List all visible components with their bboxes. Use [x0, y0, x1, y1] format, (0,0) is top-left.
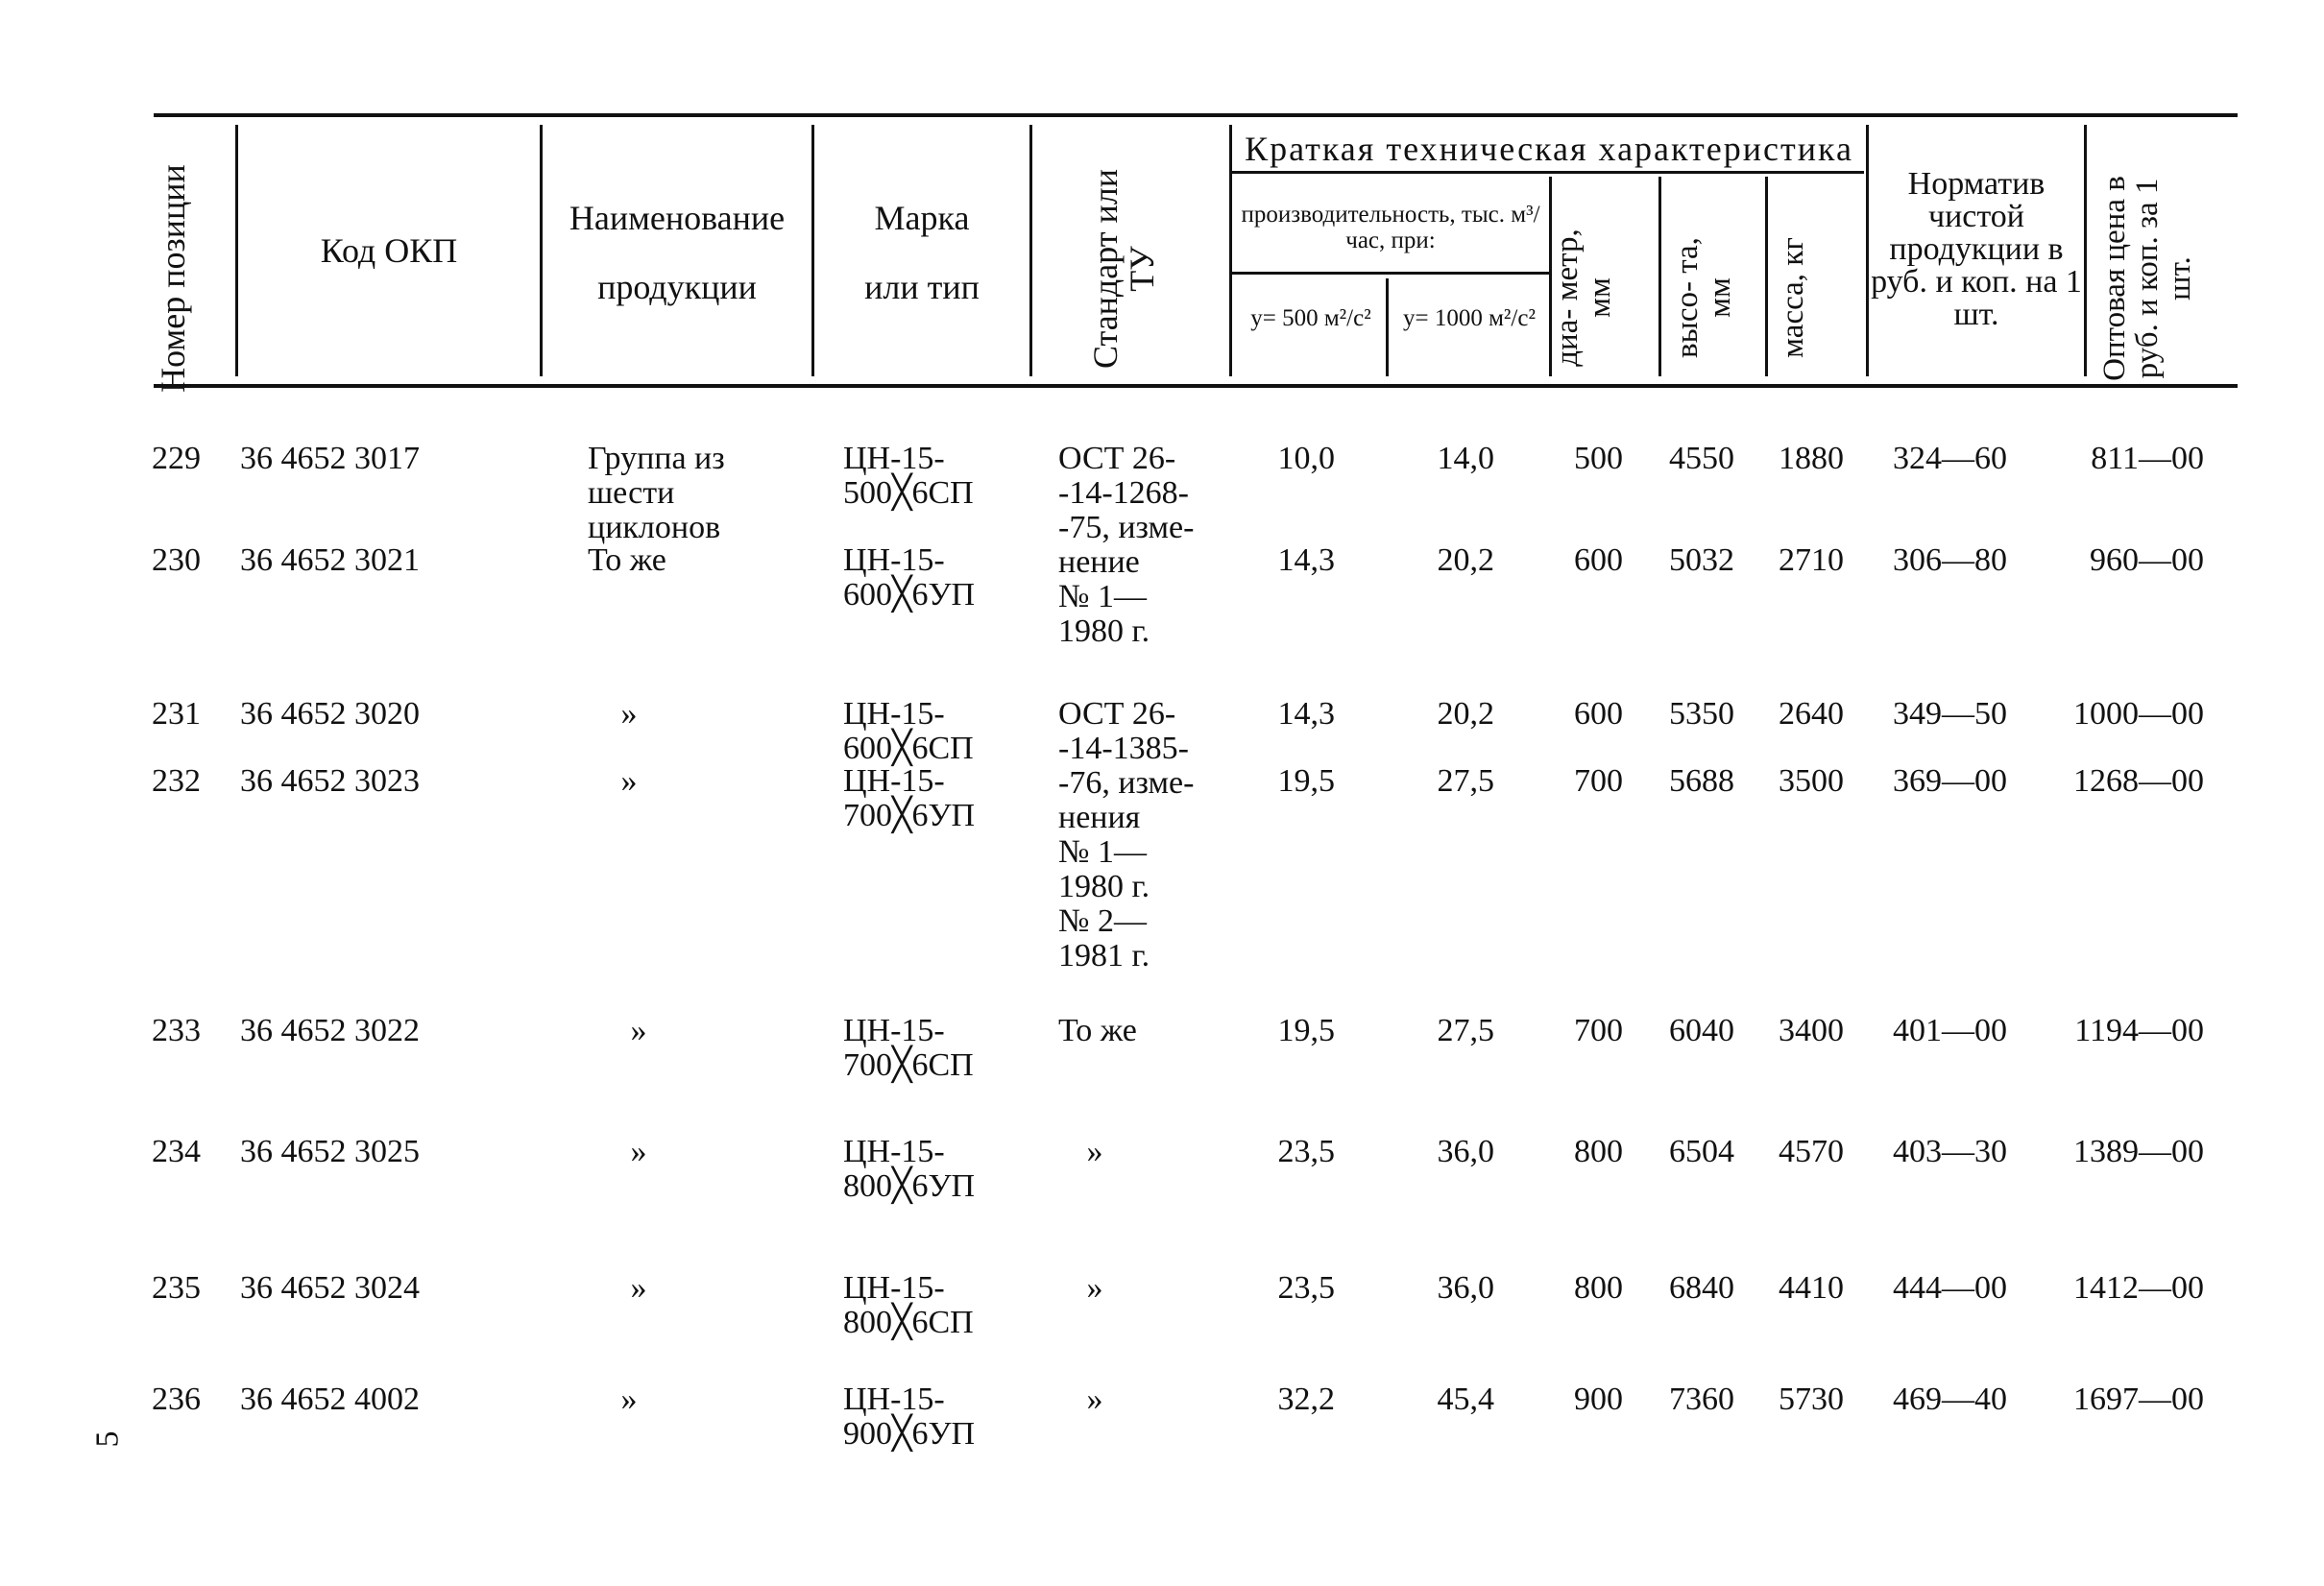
header-name-line2: продукции [597, 268, 757, 306]
row-231-norm: 349—50 [1893, 696, 2007, 732]
row-233-price: 1194—00 [2074, 1013, 2204, 1048]
row-235-okp: 36 4652 3024 [240, 1270, 420, 1306]
row-233-okp: 36 4652 3022 [240, 1013, 420, 1048]
row-230-okp: 36 4652 3021 [240, 542, 420, 578]
row-230-pos: 230 [152, 542, 201, 578]
row-236-okp: 36 4652 4002 [240, 1382, 420, 1417]
header-name-line1: Наименование [569, 199, 786, 237]
tech-title-rule [1232, 171, 1864, 174]
row-236-price: 1697—00 [2073, 1382, 2204, 1417]
row-234-p1000: 36,0 [1437, 1134, 1494, 1169]
row-229-price: 811—00 [2091, 441, 2204, 476]
row-234-brand: ЦН-15- 800╳6УП [843, 1134, 976, 1204]
row-236-height: 7360 [1669, 1382, 1734, 1417]
row-232-price: 1268—00 [2073, 763, 2204, 799]
row-235-height: 6840 [1669, 1270, 1734, 1306]
row-236-standard: » [1086, 1382, 1103, 1417]
col-divider-6 [1386, 278, 1389, 376]
row-230-p500: 14,3 [1277, 542, 1335, 578]
header-y1000: у= 1000 м²/с² [1403, 305, 1536, 331]
row-229-p1000: 14,0 [1437, 441, 1494, 476]
row-234-pos: 234 [152, 1134, 201, 1169]
row-232-p500: 19,5 [1277, 763, 1335, 799]
row-236-pos: 236 [152, 1382, 201, 1417]
row-234-height: 6504 [1669, 1134, 1734, 1169]
row-233-brand: ЦН-15- 700╳6СП [843, 1013, 974, 1083]
row-236-norm: 469—40 [1893, 1382, 2007, 1417]
row-231-name: » [620, 696, 638, 732]
row-229-mass: 1880 [1779, 441, 1844, 476]
row-233-norm: 401—00 [1893, 1013, 2007, 1048]
row-236-name: » [620, 1382, 638, 1417]
header-diameter: диа- метр, мм [1550, 228, 1617, 367]
col-divider-2 [540, 125, 543, 376]
row-233-p500: 19,5 [1277, 1013, 1335, 1048]
col-divider-1 [235, 125, 238, 376]
row-230-price: 960—00 [2090, 542, 2204, 578]
col-divider-3 [811, 125, 814, 376]
row-232-p1000: 27,5 [1437, 763, 1494, 799]
row-232-height: 5688 [1669, 763, 1734, 799]
row-232-pos: 232 [152, 763, 201, 799]
header-height: высо- та, мм [1670, 237, 1737, 358]
row-232-brand: ЦН-15- 700╳6УП [843, 763, 976, 833]
row-230-height: 5032 [1669, 542, 1734, 578]
row-231-price: 1000—00 [2073, 696, 2204, 732]
row-229-okp: 36 4652 3017 [240, 441, 420, 476]
row-231-diam: 600 [1574, 696, 1623, 732]
row-234-okp: 36 4652 3025 [240, 1134, 420, 1169]
row-232-norm: 369—00 [1893, 763, 2007, 799]
row-233-diam: 700 [1574, 1013, 1623, 1048]
row-230-mass: 2710 [1779, 542, 1844, 578]
row-233-mass: 3400 [1779, 1013, 1844, 1048]
row-235-diam: 800 [1574, 1270, 1623, 1306]
row-229-brand: ЦН-15- 500╳6СП [843, 441, 974, 511]
row-232-diam: 700 [1574, 763, 1623, 799]
row-231-p500: 14,3 [1277, 696, 1335, 732]
row-231-p1000: 20,2 [1437, 696, 1494, 732]
row-231-pos: 231 [152, 696, 201, 732]
row-235-p500: 23,5 [1277, 1270, 1335, 1306]
standard-ost-1385: ОСТ 26- -14-1385- -76, изме- нения № 1— 1980 г. № 2— 1981 г. [1058, 696, 1195, 973]
row-233-height: 6040 [1669, 1013, 1734, 1048]
row-229-p500: 10,0 [1277, 441, 1335, 476]
row-230-diam: 600 [1574, 542, 1623, 578]
productivity-rule [1232, 272, 1549, 275]
row-231-brand: ЦН-15- 600╳6СП [843, 696, 974, 766]
col-divider-10 [1866, 125, 1869, 376]
header-price: Оптовая цена в руб. и коп. за 1 шт. [2097, 176, 2197, 381]
row-234-p500: 23,5 [1277, 1134, 1335, 1169]
row-229-name: Группа из шести циклонов [588, 441, 725, 545]
row-229-diam: 500 [1574, 441, 1623, 476]
header-standard: Стандарт или ТУ [1086, 169, 1161, 370]
page-number: 5 [89, 1430, 126, 1448]
header-bottom-rule [154, 384, 2238, 388]
row-231-mass: 2640 [1779, 696, 1844, 732]
row-236-diam: 900 [1574, 1382, 1623, 1417]
col-divider-4 [1029, 125, 1032, 376]
row-232-mass: 3500 [1779, 763, 1844, 799]
row-235-brand: ЦН-15- 800╳6СП [843, 1270, 974, 1340]
header-position: Номер позиции [154, 164, 192, 393]
row-230-norm: 306—80 [1893, 542, 2007, 578]
col-divider-9 [1765, 177, 1768, 376]
header-tech-title: Краткая техническая характеристика [1245, 130, 1853, 168]
row-234-standard: » [1086, 1134, 1103, 1169]
row-233-pos: 233 [152, 1013, 201, 1048]
header-y500: у= 500 м²/с² [1250, 305, 1371, 331]
row-233-p1000: 27,5 [1437, 1013, 1494, 1048]
row-235-standard: » [1086, 1270, 1103, 1306]
row-236-brand: ЦН-15- 900╳6УП [843, 1382, 976, 1452]
row-234-norm: 403—30 [1893, 1134, 2007, 1169]
row-233-standard: То же [1058, 1013, 1137, 1048]
row-234-mass: 4570 [1779, 1134, 1844, 1169]
row-236-mass: 5730 [1779, 1382, 1844, 1417]
header-brand-line1: Марка [874, 199, 970, 237]
header-okp: Код ОКП [320, 231, 458, 270]
row-235-p1000: 36,0 [1437, 1270, 1494, 1306]
row-234-diam: 800 [1574, 1134, 1623, 1169]
col-divider-8 [1658, 177, 1661, 376]
row-236-p1000: 45,4 [1437, 1382, 1494, 1417]
standard-ost-1268: ОСТ 26- -14-1268- -75, изме- нение № 1— 1980 г. [1058, 441, 1195, 649]
header-mass: масса, кг [1776, 237, 1810, 358]
header-brand-line2: или тип [864, 268, 980, 306]
row-230-name: То же [588, 542, 666, 578]
top-rule [154, 113, 2238, 117]
header-norm: Норматив чистой продукции в руб. и коп. на 1 шт. [1871, 166, 2082, 332]
row-235-mass: 4410 [1779, 1270, 1844, 1306]
row-235-pos: 235 [152, 1270, 201, 1306]
row-235-price: 1412—00 [2073, 1270, 2204, 1306]
row-231-okp: 36 4652 3020 [240, 696, 420, 732]
row-236-p500: 32,2 [1277, 1382, 1335, 1417]
row-232-okp: 36 4652 3023 [240, 763, 420, 799]
row-233-name: » [630, 1013, 647, 1048]
row-235-name: » [630, 1270, 647, 1306]
row-234-price: 1389—00 [2073, 1134, 2204, 1169]
row-235-norm: 444—00 [1893, 1270, 2007, 1306]
row-229-pos: 229 [152, 441, 201, 476]
col-divider-5 [1229, 125, 1232, 376]
row-230-brand: ЦН-15- 600╳6УП [843, 542, 976, 613]
row-230-p1000: 20,2 [1437, 542, 1494, 578]
row-229-norm: 324—60 [1893, 441, 2007, 476]
col-divider-11 [2084, 125, 2087, 376]
header-productivity: производительность, тыс. м³/час, при: [1241, 202, 1540, 253]
row-234-name: » [630, 1134, 647, 1169]
row-229-height: 4550 [1669, 441, 1734, 476]
row-231-height: 5350 [1669, 696, 1734, 732]
row-232-name: » [620, 763, 638, 799]
